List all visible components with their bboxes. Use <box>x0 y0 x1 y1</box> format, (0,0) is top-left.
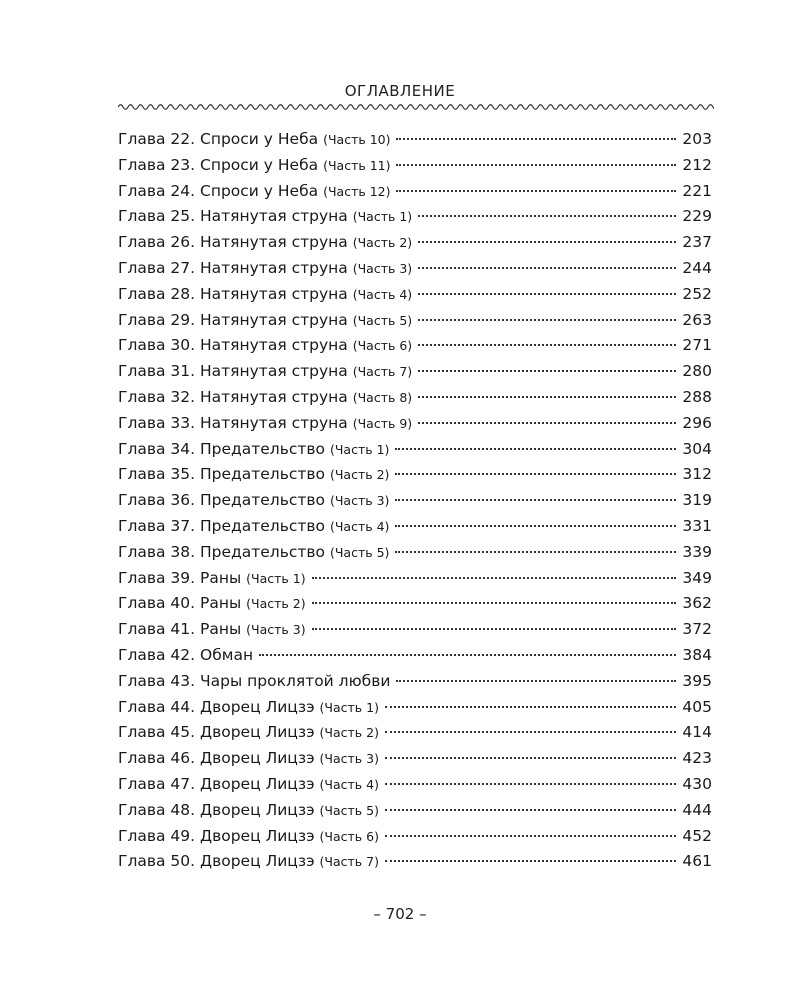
table-of-contents <box>118 130 712 878</box>
toc-chapter-part: (Часть 3) <box>329 493 390 509</box>
toc-chapter-part: (Часть 4) <box>319 776 379 792</box>
toc-chapter-part: (Часть 11) <box>323 157 391 173</box>
toc-entry-label <box>118 388 412 406</box>
toc-entry <box>118 362 712 388</box>
dot-leader <box>418 344 676 346</box>
toc-chapter-part: (Часть 5) <box>319 802 379 818</box>
toc-page-number: 452 <box>682 826 712 845</box>
toc-entry-label <box>118 801 379 819</box>
toc-chapter-title: Глава 48. Дворец Лицзэ <box>118 800 315 819</box>
dot-leader <box>418 319 676 321</box>
toc-chapter-title: Глава 39. Раны <box>118 568 242 587</box>
toc-page-number: 362 <box>682 594 712 613</box>
toc-entry <box>118 311 712 337</box>
toc-chapter-part: (Часть 2) <box>329 467 390 483</box>
toc-chapter-part: (Часть 1) <box>319 699 379 715</box>
toc-chapter-part: (Часть 2) <box>246 596 306 612</box>
toc-chapter-title: Глава 42. Обман <box>118 645 254 664</box>
toc-entry <box>118 543 712 569</box>
toc-entry <box>118 182 712 208</box>
toc-page-number: 237 <box>682 233 712 252</box>
dot-leader <box>312 602 677 604</box>
toc-page-number: 384 <box>682 645 712 664</box>
toc-chapter-title: Глава 44. Дворец Лицзэ <box>118 697 315 716</box>
toc-entry <box>118 130 712 156</box>
toc-page-number: 339 <box>682 542 712 561</box>
toc-chapter-part: (Часть 5) <box>329 544 390 560</box>
toc-page-number: 229 <box>682 207 712 226</box>
dot-leader <box>385 731 676 733</box>
toc-chapter-part: (Часть 6) <box>352 338 413 354</box>
toc-chapter-title: Глава 26. Натянутая струна <box>118 233 348 252</box>
toc-chapter-title: Глава 23. Спроси у Неба <box>118 155 319 174</box>
toc-entry-label <box>118 491 389 509</box>
dot-leader <box>396 190 676 192</box>
toc-chapter-title: Глава 25. Натянутая струна <box>118 207 348 226</box>
toc-chapter-part: (Часть 4) <box>352 286 413 302</box>
toc-chapter-title: Глава 31. Натянутая струна <box>118 362 348 381</box>
toc-page-number: 221 <box>682 181 712 200</box>
toc-page-number: 461 <box>682 852 712 871</box>
toc-entry <box>118 156 712 182</box>
toc-chapter-part: (Часть 9) <box>352 415 413 431</box>
toc-chapter-title: Глава 36. Предательство <box>118 491 326 510</box>
toc-chapter-title: Глава 43. Чары проклятой любви <box>118 671 391 690</box>
toc-chapter-part: (Часть 8) <box>352 389 413 405</box>
dot-leader <box>396 164 676 166</box>
toc-chapter-title: Глава 50. Дворец Лицзэ <box>118 852 315 871</box>
dot-leader <box>395 525 676 527</box>
toc-entry-label <box>118 775 379 793</box>
dot-leader <box>385 835 676 837</box>
dot-leader <box>312 577 677 579</box>
dot-leader <box>385 783 676 785</box>
toc-entry <box>118 465 712 491</box>
dot-leader <box>396 680 676 682</box>
toc-entry <box>118 775 712 801</box>
toc-entry <box>118 852 712 878</box>
toc-chapter-part: (Часть 7) <box>319 854 379 870</box>
toc-entry-label <box>118 465 389 483</box>
toc-entry <box>118 233 712 259</box>
dot-leader <box>396 138 676 140</box>
page-number: – 702 – <box>373 905 427 923</box>
toc-chapter-part: (Часть 1) <box>246 570 306 586</box>
dot-leader <box>418 241 676 243</box>
dot-leader <box>385 809 676 811</box>
dot-leader <box>395 473 676 475</box>
toc-page-number: 395 <box>682 671 712 690</box>
toc-chapter-title: Глава 38. Предательство <box>118 542 326 561</box>
toc-entry-label <box>118 543 389 561</box>
toc-chapter-part: (Часть 3) <box>352 260 413 276</box>
toc-page-number: 414 <box>682 723 712 742</box>
dot-leader <box>418 293 676 295</box>
toc-chapter-title: Глава 41. Раны <box>118 620 242 639</box>
page-header-title: ОГЛАВЛЕНИЕ <box>344 82 456 100</box>
toc-entry <box>118 569 712 595</box>
toc-entry <box>118 801 712 827</box>
toc-page-number: 349 <box>682 568 712 587</box>
toc-chapter-title: Глава 37. Предательство <box>118 516 326 535</box>
toc-chapter-part: (Часть 12) <box>323 183 391 199</box>
toc-page-number: 212 <box>682 155 712 174</box>
dot-leader <box>385 860 676 862</box>
toc-entry <box>118 517 712 543</box>
toc-entry-label <box>118 336 412 354</box>
dot-leader <box>418 267 676 269</box>
toc-page-number: 296 <box>682 413 712 432</box>
toc-chapter-title: Глава 40. Раны <box>118 594 242 613</box>
toc-chapter-title: Глава 28. Натянутая струна <box>118 284 348 303</box>
toc-chapter-part: (Часть 7) <box>352 364 413 380</box>
toc-entry <box>118 336 712 362</box>
toc-page-number: 288 <box>682 387 712 406</box>
toc-entry-label <box>118 698 379 716</box>
toc-entry-label <box>118 620 306 638</box>
toc-entry-label <box>118 233 412 251</box>
dot-leader <box>418 215 676 217</box>
toc-page-number: 444 <box>682 800 712 819</box>
toc-entry-label <box>118 594 306 612</box>
toc-entry <box>118 827 712 853</box>
toc-entry-label <box>118 440 389 458</box>
toc-chapter-title: Глава 33. Натянутая струна <box>118 413 348 432</box>
toc-chapter-part: (Часть 6) <box>319 828 379 844</box>
dot-leader <box>395 448 676 450</box>
toc-entry <box>118 388 712 414</box>
toc-chapter-title: Глава 45. Дворец Лицзэ <box>118 723 315 742</box>
toc-chapter-title: Глава 22. Спроси у Неба <box>118 130 319 148</box>
toc-chapter-title: Глава 29. Натянутая струна <box>118 310 348 329</box>
toc-entry <box>118 285 712 311</box>
toc-chapter-part: (Часть 1) <box>329 441 390 457</box>
toc-chapter-part: (Часть 3) <box>246 622 306 638</box>
toc-chapter-title: Глава 27. Натянутая струна <box>118 258 348 277</box>
toc-entry <box>118 723 712 749</box>
wavy-divider <box>118 101 714 113</box>
toc-chapter-part: (Часть 2) <box>319 725 379 741</box>
toc-entry <box>118 620 712 646</box>
toc-page-number: 280 <box>682 362 712 381</box>
toc-chapter-title: Глава 32. Натянутая струна <box>118 387 348 406</box>
toc-entry-label <box>118 130 390 148</box>
toc-entry <box>118 594 712 620</box>
toc-entry-label <box>118 517 389 535</box>
dot-leader <box>418 370 676 372</box>
dot-leader <box>259 654 676 656</box>
toc-chapter-part: (Часть 3) <box>319 751 379 767</box>
toc-page-number: 271 <box>682 336 712 355</box>
toc-entry-label <box>118 749 379 767</box>
toc-entry-label <box>118 569 306 587</box>
toc-page-number: 312 <box>682 465 712 484</box>
toc-entry-label <box>118 362 412 380</box>
toc-page-number: 331 <box>682 516 712 535</box>
dot-leader <box>418 396 676 398</box>
toc-entry <box>118 646 712 672</box>
toc-chapter-title: Глава 35. Предательство <box>118 465 326 484</box>
toc-entry <box>118 440 712 466</box>
toc-entry-label <box>118 156 390 174</box>
toc-page-number: 252 <box>682 284 712 303</box>
toc-page-number: 244 <box>682 258 712 277</box>
toc-entry-label <box>118 182 390 200</box>
toc-entry <box>118 259 712 285</box>
toc-chapter-part: (Часть 4) <box>329 518 390 534</box>
dot-leader <box>385 706 676 708</box>
toc-page-number: 430 <box>682 774 712 793</box>
toc-chapter-title: Глава 46. Дворец Лицзэ <box>118 749 315 768</box>
toc-entry-label <box>118 285 412 303</box>
toc-chapter-part: (Часть 5) <box>352 312 413 328</box>
toc-entry-label <box>118 414 412 432</box>
toc-page-number: 263 <box>682 310 712 329</box>
toc-entry-label <box>118 672 390 690</box>
toc-chapter-part: (Часть 1) <box>352 209 413 225</box>
toc-chapter-title: Глава 47. Дворец Лицзэ <box>118 774 315 793</box>
toc-entry <box>118 491 712 517</box>
toc-page-number: 372 <box>682 620 712 639</box>
toc-page-number: 304 <box>682 439 712 458</box>
toc-entry-label <box>118 852 379 870</box>
toc-page-number: 405 <box>682 697 712 716</box>
toc-chapter-title: Глава 30. Натянутая струна <box>118 336 348 355</box>
toc-entry <box>118 414 712 440</box>
toc-entry <box>118 672 712 698</box>
toc-chapter-title: Глава 24. Спроси у Неба <box>118 181 319 200</box>
toc-entry-label <box>118 311 412 329</box>
toc-entry-label <box>118 723 379 741</box>
toc-chapter-title: Глава 34. Предательство <box>118 439 326 458</box>
toc-page-number: 203 <box>682 130 712 148</box>
dot-leader <box>395 499 676 501</box>
toc-entry-label <box>118 259 412 277</box>
toc-entry <box>118 749 712 775</box>
dot-leader <box>385 757 676 759</box>
toc-entry-label <box>118 646 253 664</box>
dot-leader <box>395 551 676 553</box>
toc-page-number: 319 <box>682 491 712 510</box>
dot-leader <box>312 628 677 630</box>
toc-page-number: 423 <box>682 749 712 768</box>
toc-entry-label <box>118 827 379 845</box>
toc-chapter-part: (Часть 2) <box>352 235 413 251</box>
toc-chapter-title: Глава 49. Дворец Лицзэ <box>118 826 315 845</box>
toc-entry-label <box>118 207 412 225</box>
toc-entry <box>118 207 712 233</box>
dot-leader <box>418 422 676 424</box>
toc-entry <box>118 698 712 724</box>
toc-chapter-part: (Часть 10) <box>323 132 391 147</box>
